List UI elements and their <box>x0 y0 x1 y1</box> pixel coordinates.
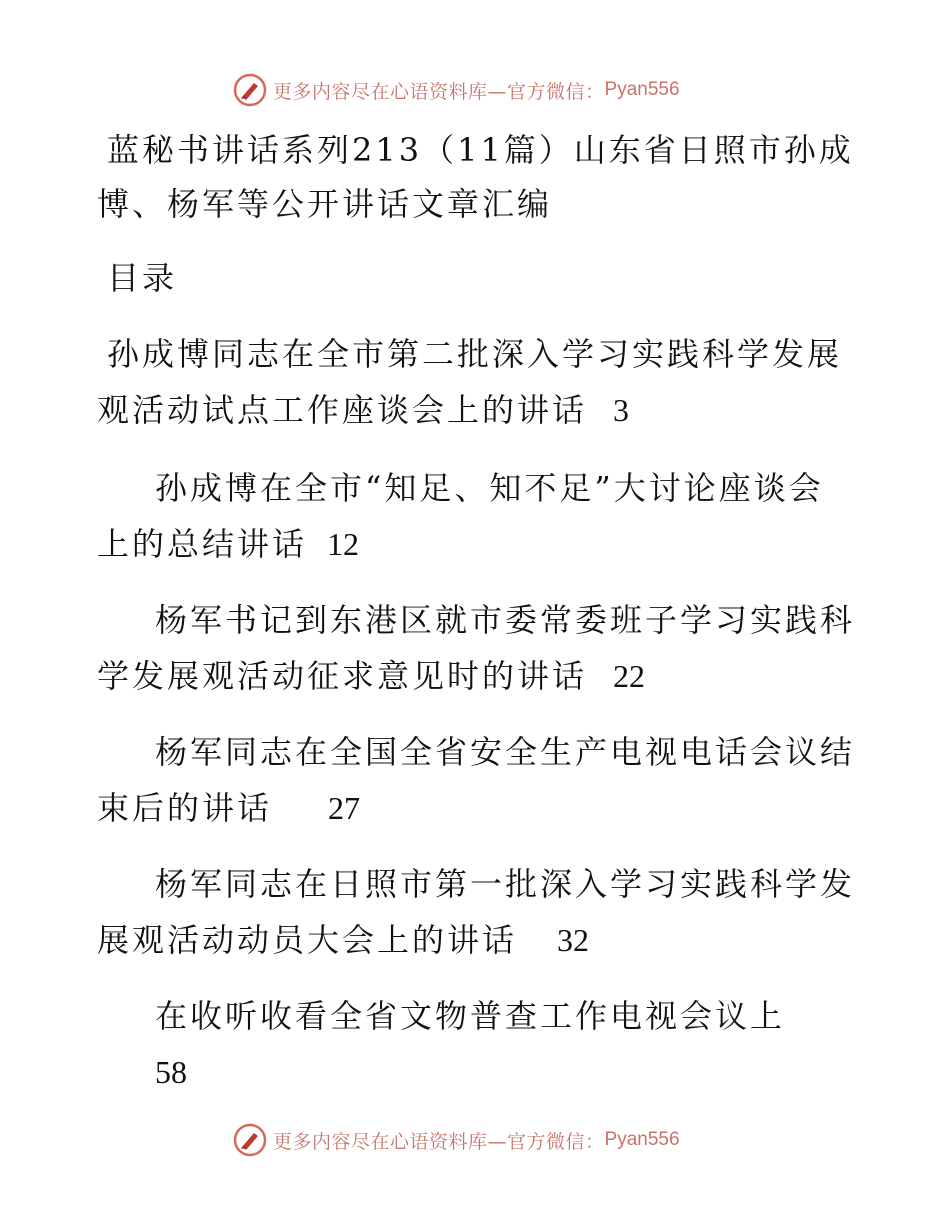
toc-entry-1-page: 3 <box>613 392 630 428</box>
brush-logo-icon <box>233 1123 267 1157</box>
toc-entry-1-title-end: 观活动试点工作座谈会上的讲话 <box>97 391 588 429</box>
watermark-wechat-id: Pyan556 <box>604 1129 680 1150</box>
brush-logo-icon <box>233 73 267 107</box>
toc-entry-2-line-1: 孙成博在全市“知足、知不足”大讨论座谈会 <box>155 469 824 507</box>
toc-entry-5-title-end: 展观活动动员大会上的讲话 <box>97 921 518 959</box>
doc-title-line-1: 蓝秘书讲话系列213（11篇）山东省日照市孙成 <box>107 131 854 169</box>
toc-entry-1-line-1: 孙成博同志在全市第二批深入学习实践科学发展 <box>107 335 843 373</box>
toc-entry-2-line-2 <box>97 524 359 564</box>
toc-entry-1-line-2 <box>97 390 629 430</box>
watermark-wechat-id: Pyan556 <box>604 79 680 100</box>
toc-entry-4-title-end: 束后的讲话 <box>97 789 273 827</box>
watermark-text: 更多内容尽在心语资料库—官方微信： <box>273 80 605 103</box>
toc-entry-5-line-1: 杨军同志在日照市第一批深入学习实践科学发 <box>155 865 856 903</box>
toc-entry-3-line-1: 杨军书记到东港区就市委常委班子学习实践科 <box>155 601 856 639</box>
toc-entry-2-title-end: 上的总结讲话 <box>97 525 308 563</box>
toc-entry-6-line-1: 在收听收看全省文物普查工作电视会议上 <box>155 997 786 1035</box>
toc-entry-6-page: 58 <box>155 1054 187 1090</box>
toc-entry-3-page: 22 <box>613 658 646 694</box>
footer-watermark <box>233 1122 680 1158</box>
toc-heading: 目录 <box>107 259 178 297</box>
header-watermark <box>233 72 680 108</box>
toc-entry-5-page: 32 <box>557 922 590 958</box>
toc-entry-3-line-2 <box>97 656 645 696</box>
watermark-text: 更多内容尽在心语资料库—官方微信： <box>273 1130 605 1153</box>
toc-entry-3-title-end: 学发展观活动征求意见时的讲话 <box>97 657 588 695</box>
toc-entry-2-page: 12 <box>327 526 360 562</box>
doc-title-line-2: 博、杨军等公开讲话文章汇编 <box>97 185 553 223</box>
toc-entry-4-line-1: 杨军同志在全国全省安全生产电视电话会议结 <box>155 733 856 771</box>
toc-entry-4-line-2 <box>97 788 360 828</box>
toc-entry-5-line-2 <box>97 920 589 960</box>
toc-entry-6-line-2 <box>155 1052 187 1092</box>
toc-entry-4-page: 27 <box>328 790 361 826</box>
